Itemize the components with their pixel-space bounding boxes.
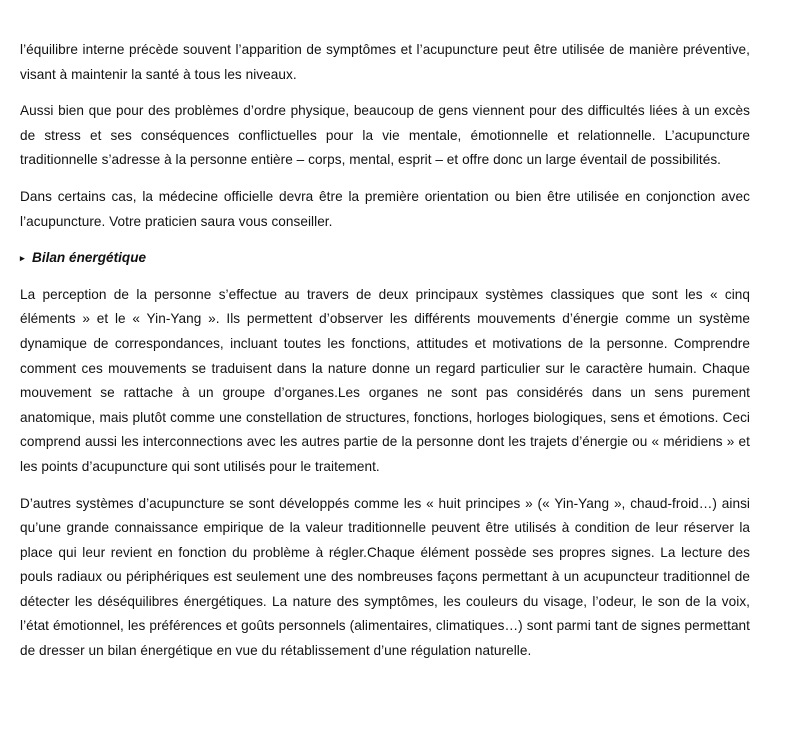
document-page xyxy=(20,38,750,676)
paragraph-stress: Aussi bien que pour des problèmes d’ordre physique, beaucoup de gens viennent pour des difficultés liées à un excès de stress et ses conséquences conflictuelles pour la vie mentale, émotionnelle et relationnelle. L’acupuncture traditionnelle s’adresse à la personne entière – corps, mental, esprit – et offre donc un large éventail de possibilités. xyxy=(20,103,750,168)
triangle-bullet-icon: ▸ xyxy=(20,253,25,264)
paragraph-other-systems: D’autres systèmes d’acupuncture se sont développés comme les « huit principes » (« Yin-Yang », chaud-froid…) ainsi qu’une grande connaissance empirique de la valeur traditionnelle peuvent être utilisés à condition de leur réserver la place qui leur revient en fonction du problème à régler.Chaque élément possède ses propres signes. La lecture des pouls radiaux ou périphériques est seulement une des nombreuses façons permettant à un acupuncteur traditionnel de détecter les déséquilibres énergétiques. La nature des symptômes, les couleurs du visage, l’odeur, le son de la voix, l’état émotionnel, les préférences et goûts personnels (alimentaires, climatiques…) sont parmi tant de signes permettant de dresser un bilan énergétique en vue du rétablissement d’une régulation naturelle. xyxy=(20,495,750,659)
paragraph-prevention: l’équilibre interne précède souvent l’apparition de symptômes et l’acupuncture peut être utilisée de manière préventive, visant à maintenir la santé à tous les niveaux. xyxy=(20,42,750,82)
paragraph-official-medicine: Dans certains cas, la médecine officielle devra être la première orientation ou bien être utilisée en conjonction avec l’acupuncture. Votre praticien saura vous conseiller. xyxy=(20,188,750,229)
paragraph-perception: La perception de la personne s’effectue au travers de deux principaux systèmes classiques que sont les « cinq éléments » et le « Yin-Yang ». Ils permettent d’observer les différents mouvements d’énergie comme un système dynamique de correspondances, incluant toutes les fonctions, attitudes et motivations de la personne. Comprendre comment ces mouvements se traduisent dans la nature donne un regard particulier sur le caractère humain. Chaque mouvement se rattache à un groupe d’organes.Les organes ne sont pas considérés dans un sens purement anatomique, mais plutôt comme une constellation de structures, fonctions, horloges biologiques, sens et émotions. Ceci comprend aussi les interconnections avec les autres partie de la personne dont les trajets d’énergie ou « méridiens » et les points d’acupuncture qui sont utilisés pour le traitement. xyxy=(20,286,750,474)
section-heading-title: Bilan énergétique xyxy=(32,250,147,266)
section-heading-bilan xyxy=(20,246,750,271)
